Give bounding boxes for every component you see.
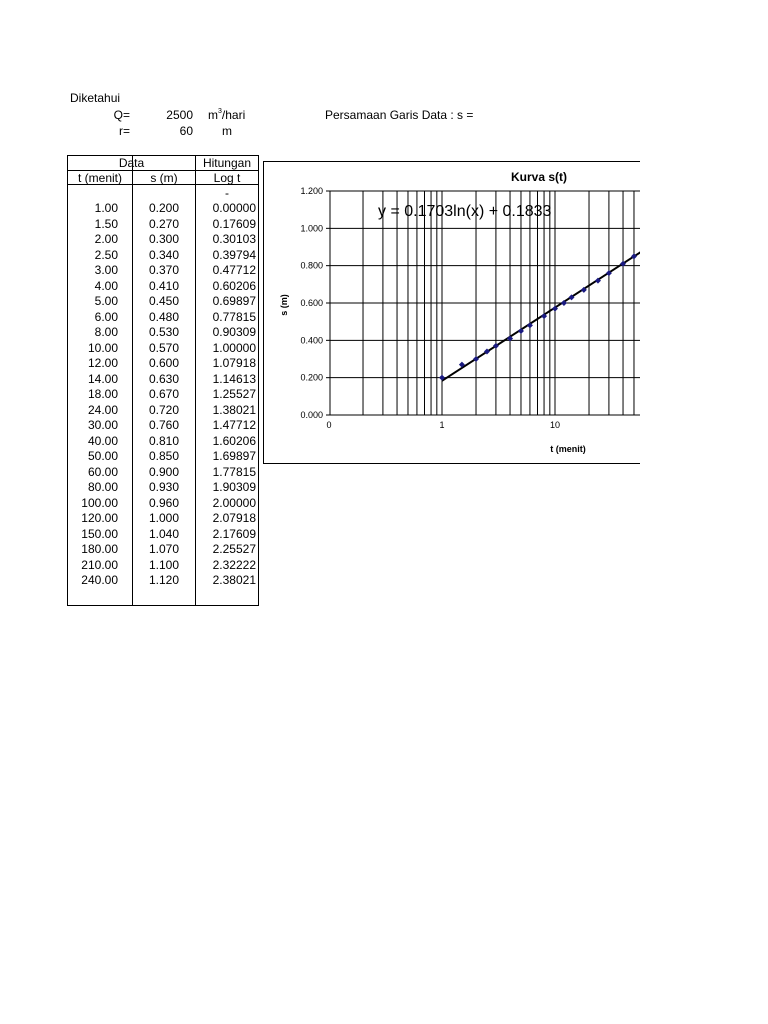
cell-s: 0.410	[148, 278, 179, 293]
cell-s: 1.070	[148, 542, 179, 556]
cell-log: 0.17609	[212, 216, 256, 231]
y-tick-label: 0.400	[300, 335, 323, 346]
cell-t: 60.00	[87, 464, 118, 479]
cell-log: 0.60206	[212, 278, 256, 293]
r-label: r=	[118, 124, 130, 138]
cell-s: 0.960	[148, 495, 179, 510]
cell-log: 0.69897	[212, 294, 256, 308]
cell-s: 0.340	[148, 247, 179, 262]
cell-s: 0.300	[148, 232, 179, 246]
cell-t: 180.00	[81, 542, 118, 556]
q-unit	[208, 108, 245, 122]
cell-s: 0.570	[148, 340, 179, 355]
cell-log: 2.32222	[212, 557, 256, 572]
cell-t: 10.00	[87, 340, 118, 355]
cell-log: 1.90309	[212, 480, 256, 494]
cell-t: 2.00	[94, 232, 118, 246]
cell-log: 1.47712	[212, 418, 256, 432]
cell-t: 18.00	[87, 387, 118, 401]
cell-log: 0.47712	[212, 263, 256, 277]
q-unit-sup: 3	[218, 108, 222, 115]
chart-svg	[264, 162, 640, 464]
cell-s: 0.530	[148, 325, 179, 339]
y-tick-label: 0.800	[300, 260, 323, 271]
cell-s: 0.850	[148, 449, 179, 463]
cell-t: 14.00	[87, 371, 118, 386]
cell-t: 12.00	[87, 356, 118, 370]
header-s: s (m)	[150, 171, 178, 185]
cell-t: 150.00	[81, 526, 118, 541]
cell-t: 24.00	[87, 402, 118, 417]
r-unit: m	[222, 124, 232, 138]
q-label: Q=	[113, 108, 130, 122]
cell-log: 1.60206	[212, 433, 256, 448]
cell-s: 0.200	[148, 201, 179, 215]
cell-log: 0.39794	[212, 247, 256, 262]
cell-t: 120.00	[81, 511, 118, 525]
x-tick-label: 1	[439, 420, 445, 430]
cell-s: 0.450	[148, 294, 179, 308]
cell-log: 2.25527	[212, 542, 256, 556]
cell-log: 0.00000	[212, 201, 256, 215]
cell-t: 50.00	[87, 449, 118, 463]
q-unit-rest: /hari	[221, 108, 246, 122]
cell-t: 1.50	[94, 216, 118, 231]
r-value: 60	[179, 124, 193, 138]
cell-t: 210.00	[81, 557, 118, 572]
log-dash: -	[225, 186, 229, 200]
cell-t: 6.00	[94, 309, 118, 324]
data-table	[67, 155, 259, 606]
diketahui-label: Diketahui	[70, 91, 121, 105]
header-log: Log t	[213, 171, 241, 185]
cell-log: 1.38021	[212, 402, 256, 417]
header-t: t (menit)	[77, 171, 122, 185]
y-tick-label: 0.600	[300, 298, 323, 308]
q-value: 2500	[166, 108, 193, 122]
cell-log: 1.07918	[212, 356, 256, 370]
trendline-equation: y = 0.1703ln(x) + 0.1833	[378, 203, 552, 220]
cell-s: 0.370	[148, 263, 179, 277]
x-tick-label: 0	[326, 420, 332, 430]
cell-log: 2.38021	[212, 573, 256, 587]
cell-log: 1.14613	[212, 371, 256, 386]
cell-log: 0.90309	[212, 325, 256, 339]
cell-log: 1.25527	[212, 387, 256, 401]
x-axis-title: t (menit)	[550, 444, 586, 454]
cell-log: 1.69897	[212, 449, 256, 463]
cell-s: 0.760	[148, 418, 179, 432]
cell-s: 0.630	[148, 371, 179, 386]
x-tick-label: 10	[549, 420, 561, 430]
cell-t: 240.00	[81, 573, 118, 587]
cell-t: 100.00	[81, 495, 118, 510]
y-tick-label: 0.000	[300, 410, 323, 420]
header-hitungan: Hitungan	[202, 156, 252, 170]
equation-label: Persamaan Garis Data : s =	[325, 108, 474, 122]
cell-s: 0.930	[148, 480, 179, 494]
cell-s: 0.900	[148, 464, 179, 479]
q-unit-base: m	[208, 108, 218, 122]
cell-log: 2.17609	[212, 526, 256, 541]
cell-s: 0.600	[148, 356, 179, 370]
y-tick-label: 0.200	[300, 372, 323, 383]
cell-s: 1.100	[148, 557, 179, 572]
cell-s: 0.480	[148, 309, 179, 324]
cell-t: 80.00	[87, 480, 118, 494]
cell-t: 5.00	[94, 294, 118, 308]
cell-t: 30.00	[87, 418, 118, 432]
chart-area	[263, 161, 640, 464]
cell-log: 0.77815	[212, 309, 256, 324]
chart-title: Kurva s(t)	[510, 170, 568, 184]
cell-t: 2.50	[94, 247, 118, 262]
cell-t: 8.00	[94, 325, 118, 339]
cell-s: 0.670	[148, 387, 179, 401]
cell-log: 1.00000	[212, 340, 256, 355]
cell-s: 0.270	[148, 216, 179, 231]
cell-t: 3.00	[94, 263, 118, 277]
cell-t: 1.00	[94, 201, 118, 215]
cell-t: 4.00	[94, 278, 118, 293]
y-axis-title: s (m)	[279, 294, 289, 316]
cell-s: 1.120	[148, 573, 179, 587]
cell-s: 1.040	[148, 526, 179, 541]
y-tick-label: 1.000	[300, 223, 323, 234]
cell-log: 2.00000	[212, 495, 256, 510]
cell-s: 1.000	[148, 511, 179, 525]
cell-log: 2.07918	[212, 511, 256, 525]
cell-s: 0.720	[148, 402, 179, 417]
header-data: Data	[118, 156, 145, 170]
cell-log: 0.30103	[212, 232, 256, 246]
cell-t: 40.00	[87, 433, 118, 448]
cell-s: 0.810	[148, 433, 179, 448]
y-tick-label: 1.200	[300, 186, 323, 196]
cell-log: 1.77815	[212, 464, 256, 479]
